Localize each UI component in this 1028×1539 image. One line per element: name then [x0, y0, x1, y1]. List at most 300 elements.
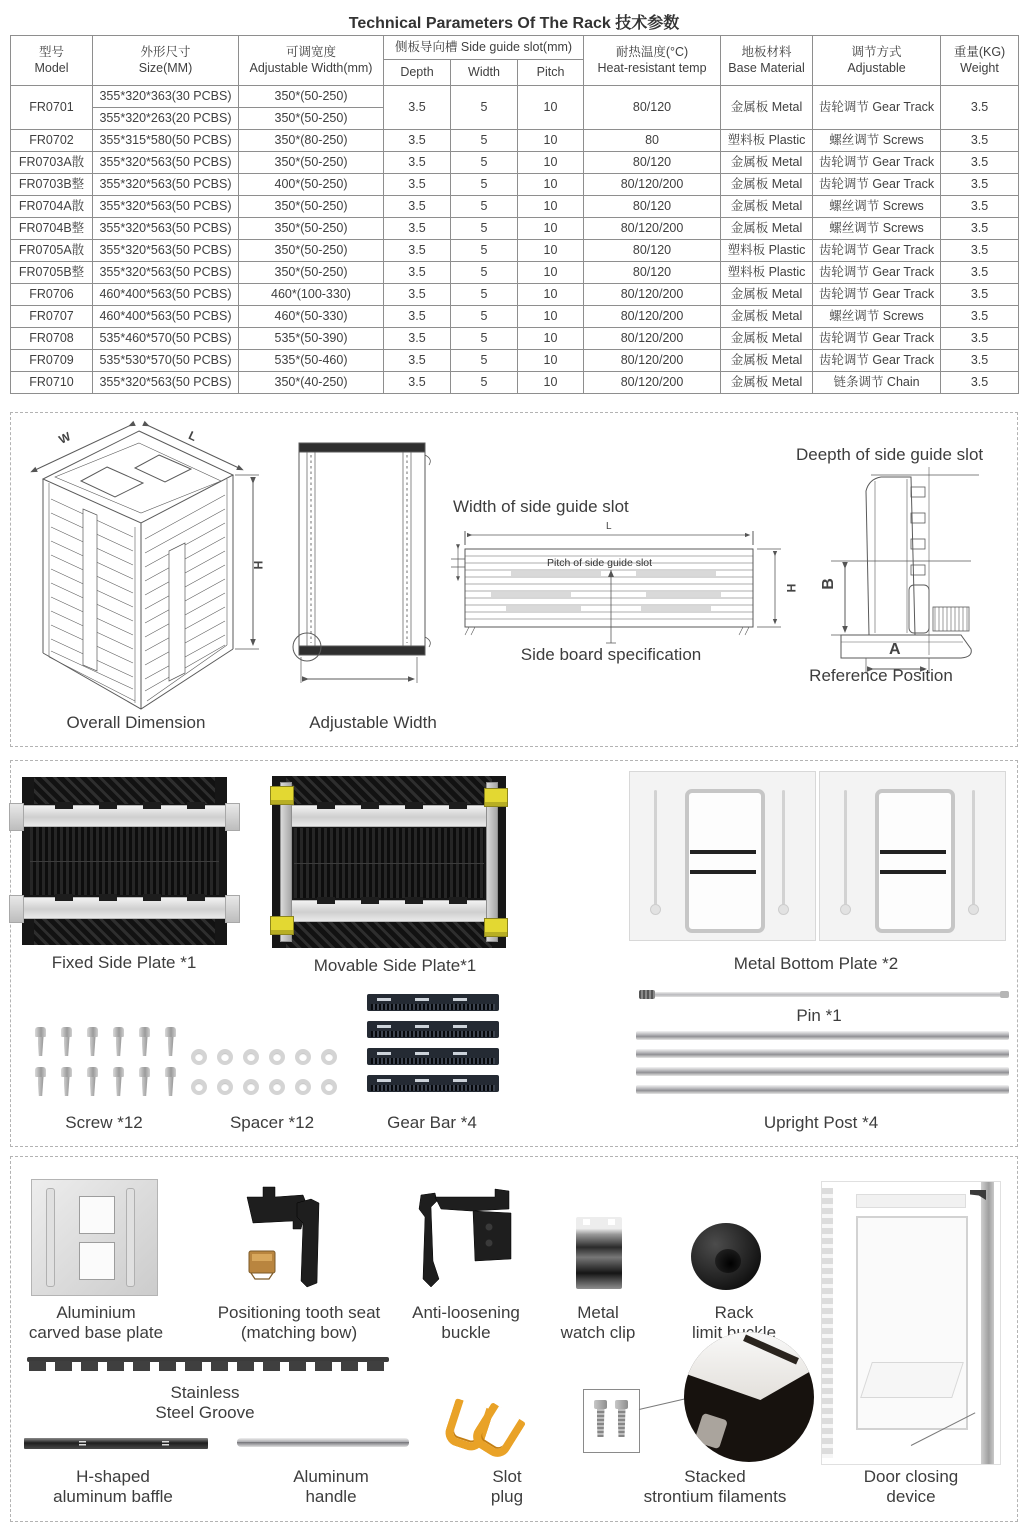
cell-weight: 3.5: [941, 240, 1019, 262]
cell-material: 金属板 Metal: [721, 174, 813, 196]
table-row: [11, 328, 1019, 350]
cell-size: 355*320*563(50 PCBS): [93, 372, 239, 394]
header-model: [11, 36, 93, 86]
cell-adjustable-width: 350*(50-250): [239, 196, 384, 218]
cell-adjustable-width: 535*(50-390): [239, 328, 384, 350]
page-title: Technical Parameters Of The Rack 技术参数: [348, 15, 680, 32]
anti-loosening-buckle-image: [411, 1187, 523, 1293]
table-row: [11, 350, 1019, 372]
cell-temp: 80/120: [584, 240, 721, 262]
cell-width: 5: [451, 306, 518, 328]
caption-fixed-side-plate: Fixed Side Plate *1: [51, 953, 197, 972]
base-plate-groove: [126, 1188, 135, 1287]
header-adjustable: [813, 36, 941, 86]
caption-base-plate: [16, 1303, 176, 1343]
bottom-plate-slot: [782, 790, 785, 908]
caption-line: Rack: [714, 1303, 754, 1322]
bottom-plate-hole: [778, 904, 789, 915]
cell-size: 355*320*563(50 PCBS): [93, 240, 239, 262]
table-row: [11, 174, 1019, 196]
cell-material: 金属板 Metal: [721, 218, 813, 240]
screw-icon: [138, 1027, 151, 1057]
cell-weight: 3.5: [941, 196, 1019, 218]
caption-slot-plug: [457, 1467, 557, 1507]
cell-material: 金属板 Metal: [721, 372, 813, 394]
cell-width: 5: [451, 196, 518, 218]
caption-line: watch clip: [560, 1323, 636, 1343]
cell-temp: 80/120/200: [584, 350, 721, 372]
spacer-icon: [295, 1049, 311, 1065]
aluminium-base-plate-image: [31, 1179, 158, 1296]
caption-pin: Pin *1: [796, 1006, 842, 1025]
spacer-icon: [295, 1079, 311, 1095]
cell-adjustable-width: 350*(40-250): [239, 372, 384, 394]
cell-pitch: 10: [518, 284, 584, 306]
header-adjustable-width: [239, 36, 384, 86]
gear-bar-icon: [367, 1075, 499, 1092]
header-model-en: Model: [34, 60, 69, 75]
cell-depth: 3.5: [384, 284, 451, 306]
bottom-plate-slot: [844, 790, 847, 908]
cell-adjust: 齿轮调节 Gear Track: [813, 240, 941, 262]
cell-temp: 80/120/200: [584, 218, 721, 240]
cell-model: FR0702: [11, 130, 93, 152]
baffle-mark: [162, 1441, 169, 1447]
caption-line: Steel Groove: [155, 1403, 255, 1423]
cell-model: FR0710: [11, 372, 93, 394]
cell-weight: 3.5: [941, 328, 1019, 350]
screw-icon: [112, 1027, 125, 1057]
cell-width: 5: [451, 174, 518, 196]
upright-post-icon: [636, 1085, 1009, 1094]
header-width: Width: [451, 60, 518, 86]
plate-tread: [286, 922, 492, 948]
cell-width: 5: [451, 328, 518, 350]
header-base-material: [721, 36, 813, 86]
cell-size: 355*315*580(50 PCBS): [93, 130, 239, 152]
plate-slats: [294, 828, 484, 898]
cell-adjust: 齿轮调节 Gear Track: [813, 350, 941, 372]
screw-icon: [164, 1027, 177, 1057]
cell-adjustable-width: 350*(50-250): [239, 240, 384, 262]
cell-adjust: 齿轮调节 Gear Track: [813, 284, 941, 306]
cell-width: 5: [451, 284, 518, 306]
cell-pitch: 10: [518, 306, 584, 328]
table-row: [11, 196, 1019, 218]
cell-width: 5: [451, 262, 518, 284]
cell-adjust: 链条调节 Chain: [813, 372, 941, 394]
cell-width: 5: [451, 86, 518, 130]
caption-line: plug: [490, 1487, 524, 1507]
table-row: [11, 86, 1019, 108]
caption-line: Positioning tooth seat: [217, 1303, 381, 1322]
cell-depth: 3.5: [384, 218, 451, 240]
caption-line: Door closing: [863, 1467, 959, 1486]
header-weight-en: Weight: [960, 60, 999, 75]
spacer-icon: [243, 1079, 259, 1095]
table-row: [11, 262, 1019, 284]
upright-post-icon: [636, 1049, 1009, 1058]
bottom-plate-hole: [840, 904, 851, 915]
base-plate-hole: [79, 1196, 115, 1234]
caption-side-board-spec: Side board specification: [520, 645, 702, 664]
cell-depth: 3.5: [384, 130, 451, 152]
cell-adjust: 齿轮调节 Gear Track: [813, 174, 941, 196]
cell-material: 金属板 Metal: [721, 350, 813, 372]
cell-depth: 3.5: [384, 372, 451, 394]
movable-side-plate-image: [272, 776, 506, 948]
cell-pitch: 10: [518, 218, 584, 240]
dim-label-l: L: [186, 428, 199, 444]
cell-material: 塑料板 Plastic: [721, 262, 813, 284]
cell-model: FR0704A散: [11, 196, 93, 218]
caption-overall-dimension: Overall Dimension: [66, 713, 206, 732]
plate-bracket: [225, 803, 240, 831]
gear-bar-set-image: [367, 994, 499, 1102]
adjustable-width-drawing: [293, 437, 443, 692]
cell-adjustable-width: 350*(50-250): [239, 152, 384, 174]
caption-anti-loosening: [386, 1303, 546, 1343]
kit-panel: [10, 760, 1018, 1147]
cell-pitch: 10: [518, 196, 584, 218]
door-serration: [822, 1188, 833, 1458]
yellow-clip: [270, 786, 294, 805]
cell-material: 金属板 Metal: [721, 196, 813, 218]
caption-movable-side-plate: Movable Side Plate*1: [313, 956, 477, 975]
plate-tread: [34, 777, 214, 804]
plate-bracket: [9, 895, 24, 923]
cell-adjust: 齿轮调节 Gear Track: [813, 152, 941, 174]
cell-depth: 3.5: [384, 306, 451, 328]
plate-rail: [20, 897, 229, 919]
cell-material: 金属板 Metal: [721, 306, 813, 328]
cell-adjustable-width: 460*(100-330): [239, 284, 384, 306]
cell-adjust: 螺丝调节 Screws: [813, 196, 941, 218]
metal-bottom-plate-image: [629, 771, 816, 941]
cell-adjustable-width: 350*(50-250): [239, 218, 384, 240]
caption-filaments: [625, 1467, 805, 1507]
fixed-side-plate-image: [22, 777, 227, 945]
cell-pitch: 10: [518, 174, 584, 196]
header-pitch: Pitch: [518, 60, 584, 86]
cell-width: 5: [451, 130, 518, 152]
cell-depth: 3.5: [384, 262, 451, 284]
bottom-plate-bar: [880, 870, 946, 874]
table-row: [11, 306, 1019, 328]
label-width-of-slot: Width of side guide slot: [453, 497, 629, 516]
base-plate-groove: [46, 1188, 55, 1287]
header-adjustable-en: Adjustable: [847, 60, 906, 75]
dim-label-h: H: [251, 560, 266, 570]
spacer-icon: [191, 1079, 207, 1095]
spacer-icon: [217, 1079, 233, 1095]
cell-adjustable-width: 400*(50-250): [239, 174, 384, 196]
stainless-steel-groove-image: [27, 1357, 389, 1372]
upright-post-set-image: [636, 1031, 1009, 1103]
cell-temp: 80/120: [584, 86, 721, 130]
header-model-zh: 型号: [38, 44, 64, 59]
screw-icon: [138, 1067, 151, 1097]
cell-width: 5: [451, 218, 518, 240]
plate-tread: [34, 919, 214, 945]
table-row: [11, 240, 1019, 262]
cell-adjustable-width: 350*(50-250): [239, 108, 384, 130]
cell-size: 355*320*263(20 PCBS): [93, 108, 239, 130]
caption-h-baffle: [33, 1467, 193, 1507]
screw-icon: [34, 1027, 47, 1057]
cell-depth: 3.5: [384, 350, 451, 372]
cell-pitch: 10: [518, 262, 584, 284]
bolt-icon: [594, 1400, 607, 1440]
spacer-icon: [269, 1079, 285, 1095]
metal-bottom-plate-image: [819, 771, 1006, 941]
label-pitch-of-slot: Pitch of side guide slot: [547, 557, 653, 569]
spacer-icon: [321, 1079, 337, 1095]
caption-line: device: [886, 1487, 936, 1507]
caption-spacer: Spacer *12: [229, 1113, 315, 1132]
caption-line: Stacked: [684, 1467, 746, 1486]
table-row: [11, 372, 1019, 394]
cell-size: 355*320*563(50 PCBS): [93, 262, 239, 284]
bottom-plate-bar: [690, 870, 756, 874]
caption-line: Stainless: [170, 1383, 240, 1402]
cell-size: 355*320*563(50 PCBS): [93, 196, 239, 218]
cell-depth: 3.5: [384, 174, 451, 196]
plate-rail: [282, 900, 496, 922]
metal-watch-clip-image: [576, 1217, 622, 1289]
plate-rail: [282, 805, 496, 827]
photo-glint: [694, 1413, 728, 1450]
cell-adjustable-width: 460*(50-330): [239, 306, 384, 328]
cell-size: 355*320*563(50 PCBS): [93, 174, 239, 196]
cell-size: 460*400*563(50 PCBS): [93, 306, 239, 328]
bottom-plate-hole: [650, 904, 661, 915]
cell-weight: 3.5: [941, 262, 1019, 284]
caption-screw: Screw *12: [65, 1113, 143, 1132]
cell-depth: 3.5: [384, 196, 451, 218]
caption-line: Aluminium: [56, 1303, 136, 1322]
header-depth: Depth: [384, 60, 451, 86]
cell-adjustable-width: 350*(80-250): [239, 130, 384, 152]
caption-gear-bar: Gear Bar *4: [387, 1113, 477, 1132]
cell-material: 金属板 Metal: [721, 328, 813, 350]
cell-width: 5: [451, 240, 518, 262]
cell-model: FR0708: [11, 328, 93, 350]
cell-pitch: 10: [518, 86, 584, 130]
cell-adjust: 齿轮调节 Gear Track: [813, 86, 941, 130]
cell-weight: 3.5: [941, 218, 1019, 240]
header-adjustable-width-en: Adjustable Width(mm): [249, 60, 373, 75]
cell-temp: 80/120: [584, 152, 721, 174]
table-row: [11, 218, 1019, 240]
cell-weight: 3.5: [941, 372, 1019, 394]
base-plate-hole: [79, 1242, 115, 1280]
bolt-icon: [615, 1400, 628, 1440]
header-side-guide-slot-group: 侧板导向槽 Side guide slot(mm): [384, 36, 584, 60]
positioning-tooth-seat-image: [241, 1183, 341, 1295]
header-base-material-en: Base Material: [728, 60, 805, 75]
caption-door-device: [846, 1467, 976, 1507]
cell-weight: 3.5: [941, 174, 1019, 196]
cell-adjustable-width: 350*(50-250): [239, 86, 384, 108]
cell-temp: 80/120/200: [584, 372, 721, 394]
cell-adjust: 齿轮调节 Gear Track: [813, 262, 941, 284]
header-base-material-zh: 地板材料: [741, 44, 792, 59]
cell-temp: 80/120/200: [584, 328, 721, 350]
caption-steel-groove: [135, 1383, 275, 1423]
bottom-plate-hole: [968, 904, 979, 915]
cell-adjustable-width: 535*(50-460): [239, 350, 384, 372]
header-size-en: Size(MM): [138, 60, 193, 75]
cell-material: 金属板 Metal: [721, 86, 813, 130]
cell-pitch: 10: [518, 372, 584, 394]
cell-width: 5: [451, 152, 518, 174]
caption-handle: [251, 1467, 411, 1507]
table-row: [11, 152, 1019, 174]
cell-temp: 80/120/200: [584, 284, 721, 306]
cell-size: 355*320*363(30 PCBS): [93, 86, 239, 108]
header-adjustable-zh: 调节方式: [851, 44, 902, 59]
yellow-clip: [484, 918, 508, 937]
cell-adjust: 螺丝调节 Screws: [813, 306, 941, 328]
upright-post-icon: [636, 1067, 1009, 1076]
pin-image: [639, 992, 1009, 997]
cell-adjust: 齿轮调节 Gear Track: [813, 328, 941, 350]
caption-line: aluminum baffle: [53, 1487, 173, 1507]
cell-size: 355*320*563(50 PCBS): [93, 218, 239, 240]
caption-metal-bottom-plate: Metal Bottom Plate *2: [733, 954, 899, 973]
caption-line: Metal: [577, 1303, 619, 1322]
diagram-panel: [10, 412, 1018, 747]
header-adjustable-width-zh: 可调宽度: [285, 44, 336, 59]
header-weight: [941, 36, 1019, 86]
cell-weight: 3.5: [941, 350, 1019, 372]
bottom-plate-bar: [690, 850, 756, 854]
cell-temp: 80/120/200: [584, 306, 721, 328]
door-closing-device-image: [821, 1181, 1001, 1465]
cell-model: FR0706: [11, 284, 93, 306]
spacer-icon: [321, 1049, 337, 1065]
cell-pitch: 10: [518, 328, 584, 350]
dim-label-w: W: [56, 429, 73, 447]
filament-pointer-line: [639, 1398, 688, 1410]
gear-bar-icon: [367, 1048, 499, 1065]
bottom-plate-bar: [880, 850, 946, 854]
cell-width: 5: [451, 350, 518, 372]
yellow-clip: [484, 788, 508, 807]
caption-line: Slot: [492, 1467, 522, 1486]
caption-line: H-shaped: [76, 1467, 150, 1486]
door-right-post: [981, 1182, 994, 1464]
spec-table-body: [11, 86, 1019, 394]
plate-rail: [20, 805, 229, 827]
cell-model: FR0709: [11, 350, 93, 372]
cell-size: 535*460*570(50 PCBS): [93, 328, 239, 350]
cell-model: FR0704B整: [11, 218, 93, 240]
header-heat-temp: [584, 36, 721, 86]
cell-size: 460*400*563(50 PCBS): [93, 284, 239, 306]
caption-reference-position: Reference Position: [809, 666, 953, 685]
table-row: [11, 130, 1019, 152]
dim-label-h-sideboard: H: [784, 583, 799, 593]
header-heat-temp-zh: 耐热温度(°C): [615, 44, 689, 59]
plate-bracket: [225, 895, 240, 923]
cell-pitch: 10: [518, 152, 584, 174]
plate-tread: [286, 776, 492, 804]
cell-depth: 3.5: [384, 86, 451, 130]
h-baffle-image: [24, 1438, 208, 1449]
cell-size: 535*530*570(50 PCBS): [93, 350, 239, 372]
cell-width: 5: [451, 372, 518, 394]
bottom-plate-slot: [654, 790, 657, 908]
caption-line: buckle: [441, 1323, 491, 1343]
cell-temp: 80: [584, 130, 721, 152]
caption-line: Aluminum: [293, 1467, 369, 1486]
spacer-icon: [217, 1049, 233, 1065]
yellow-clip: [270, 916, 294, 935]
filament-closeup-photo: [684, 1332, 814, 1462]
cell-model: FR0707: [11, 306, 93, 328]
baffle-mark: [79, 1441, 86, 1447]
header-size-zh: 外形尺寸: [140, 44, 191, 59]
cell-model: FR0701: [11, 86, 93, 130]
caption-line: handle: [305, 1487, 357, 1507]
caption-tooth-seat: [209, 1303, 389, 1343]
label-depth-of-slot: Deepth of side guide slot: [796, 445, 984, 464]
cell-weight: 3.5: [941, 306, 1019, 328]
header-weight-zh: 重量(KG): [953, 44, 1006, 59]
caption-line: Anti-loosening: [412, 1303, 520, 1322]
screw-icon: [86, 1067, 99, 1097]
bottom-plate-frame: [685, 789, 765, 933]
plate-bracket: [9, 803, 24, 831]
cell-depth: 3.5: [384, 152, 451, 174]
caption-adjustable-width: Adjustable Width: [309, 713, 437, 732]
caption-watch-clip: [538, 1303, 658, 1343]
cell-adjust: 螺丝调节 Screws: [813, 218, 941, 240]
cell-model: FR0705A散: [11, 240, 93, 262]
screw-icon: [86, 1027, 99, 1057]
bottom-plate-frame: [875, 789, 955, 933]
screw-icon: [112, 1067, 125, 1097]
door-top-vent: [856, 1194, 966, 1208]
rack-limit-buckle-image: [691, 1223, 761, 1290]
cell-model: FR0703A散: [11, 152, 93, 174]
header-heat-temp-en: Heat-resistant temp: [597, 60, 707, 75]
caption-line: carved base plate: [28, 1323, 164, 1343]
screw-set-image: [34, 1027, 177, 1097]
gear-bar-icon: [367, 994, 499, 1011]
cell-material: 塑料板 Plastic: [721, 130, 813, 152]
cell-weight: 3.5: [941, 130, 1019, 152]
cell-model: FR0705B整: [11, 262, 93, 284]
cell-pitch: 10: [518, 240, 584, 262]
overall-dimension-drawing: [19, 421, 269, 716]
cell-material: 金属板 Metal: [721, 284, 813, 306]
upright-post-icon: [636, 1031, 1009, 1040]
cell-weight: 3.5: [941, 152, 1019, 174]
cell-depth: 3.5: [384, 240, 451, 262]
reference-position-drawing: [811, 465, 991, 677]
spacer-icon: [243, 1049, 259, 1065]
dim-label-b: B: [819, 578, 837, 590]
cell-depth: 3.5: [384, 328, 451, 350]
cell-adjust: 螺丝调节 Screws: [813, 130, 941, 152]
dim-label-l-sideboard: L: [606, 521, 612, 532]
screw-icon: [34, 1067, 47, 1097]
aluminum-handle-image: [237, 1438, 409, 1447]
cell-material: 塑料板 Plastic: [721, 240, 813, 262]
